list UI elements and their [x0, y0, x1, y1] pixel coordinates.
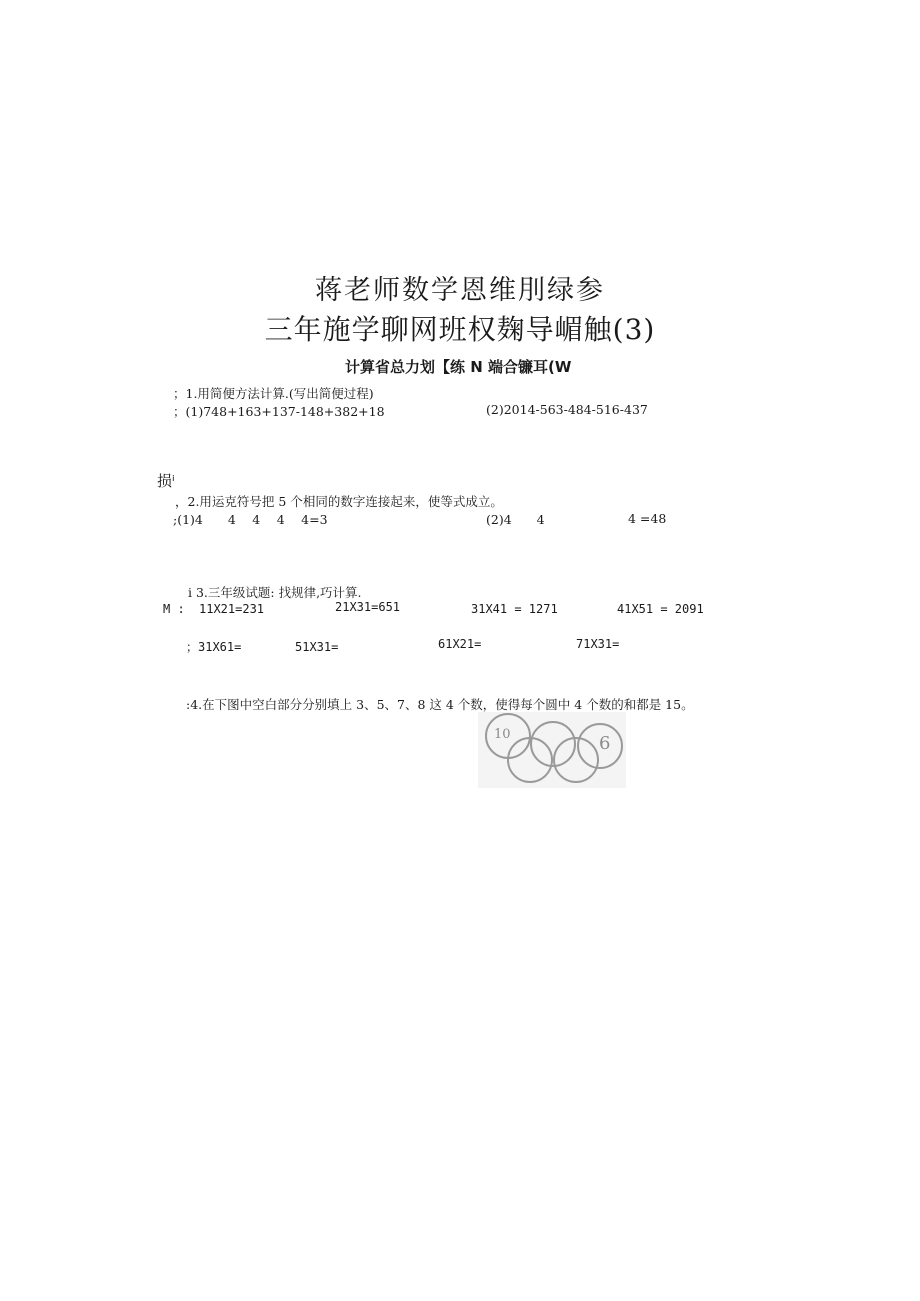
four-circles-figure [478, 712, 626, 788]
q2-part1: ;(1)4 4 4 4 4=3 [173, 512, 328, 527]
q3-row1-item: 41X51 = 2091 [617, 602, 704, 616]
circle-number: 10 [494, 727, 511, 742]
q3-row2-item: ；31X61= [186, 640, 242, 654]
title-line-1: 蒋老师数学恩维刖绿参 [315, 275, 605, 306]
q3-row2-item: 71X31= [576, 637, 620, 651]
side-mark: 损ⁱ [157, 472, 175, 490]
q2-part2-left: (2)4 4 [486, 512, 545, 527]
circle-number: 6 [599, 733, 611, 754]
title-line-2: 三年施学聊网班权麹导嵋触(3) [264, 313, 656, 346]
q4-prompt: :4.在下图中空白部分分别填上 3、5、7、8 这 4 个数，使得每个圆中 4 个数的和都是 15。 [186, 697, 694, 712]
q1-prompt: ；1.用简便方法计算.(写出简便过程) [173, 386, 374, 401]
q1-part1: ；(1)748+163+137-148+382+18 [173, 404, 385, 419]
q3-row2-item: 51X31= [295, 640, 339, 654]
q2-part2-right: 4 =48 [628, 511, 667, 526]
q3-row1-item: 21X31=651 [335, 600, 401, 614]
q2-prompt: ，2.用运克符号把 5 个相同的数字连接起来，使等式成立。 [175, 494, 503, 509]
q3-example-label: M : [163, 602, 185, 616]
q3-row2-item: 61X21= [438, 637, 482, 651]
q3-row1-item: 31X41 = 1271 [471, 602, 558, 616]
q1-part2: (2)2014-563-484-516-437 [486, 402, 648, 417]
q3-prompt: i 3.三年级试题: 找规律,巧计算. [188, 585, 362, 600]
subtitle: 计算省总力划【练 N 端合镰耳(W [345, 358, 572, 376]
q3-row1-item: 11X21=231 [199, 602, 265, 616]
